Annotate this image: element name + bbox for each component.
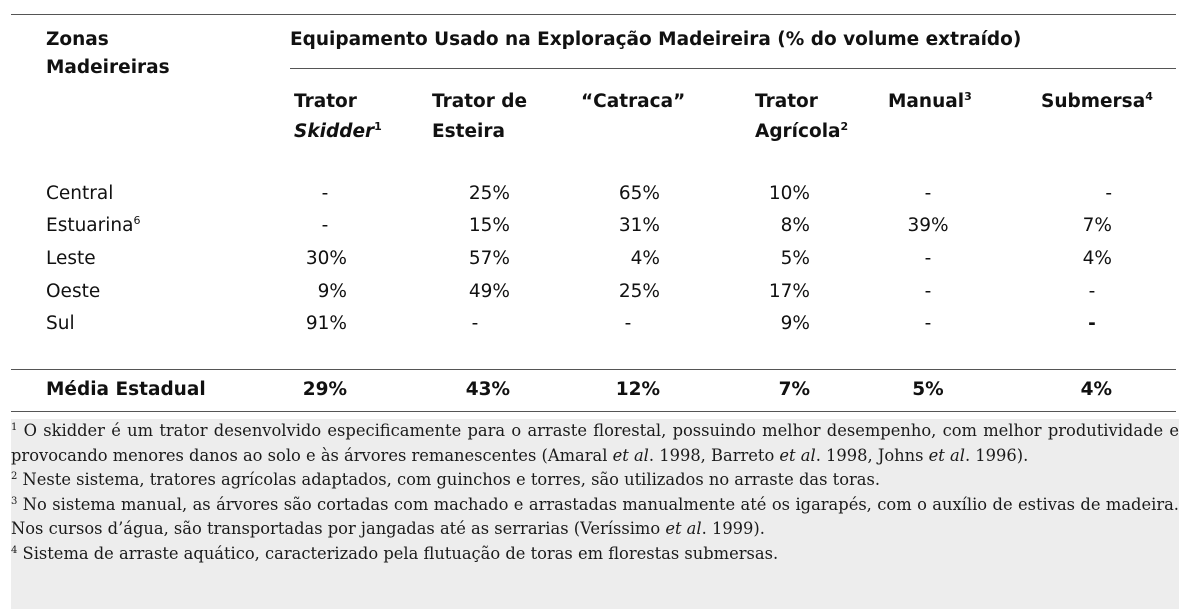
value-cell: 17%: [768, 281, 810, 302]
footnote-italic: et al: [928, 445, 965, 465]
col-header-line2: [294, 117, 382, 147]
zone-cell: Central: [46, 183, 114, 204]
value-cell: -: [924, 313, 932, 334]
value-cell: 25%: [618, 281, 660, 302]
value-cell: -: [924, 248, 932, 269]
value-cell: 31%: [618, 215, 660, 236]
value-cell: -: [1088, 313, 1096, 334]
header-group-rule: [290, 68, 1176, 69]
col-header-line1: Trator de: [432, 91, 528, 112]
col-header-italic: Skidder: [294, 121, 375, 142]
value-cell: -: [1088, 281, 1096, 302]
value-cell: -: [924, 183, 932, 204]
value-cell: 65%: [618, 183, 660, 204]
col-header-trator-agricola: [755, 87, 848, 147]
footnote-number: 4: [11, 544, 18, 556]
footnote-marker: 4: [1145, 90, 1153, 103]
footnote-4: [11, 542, 1179, 567]
value-cell: -: [1105, 183, 1112, 204]
footnote-3: [11, 493, 1179, 542]
footnote-marker: 3: [964, 90, 972, 103]
value-cell: 25%: [468, 183, 510, 204]
value-cell: 30%: [305, 248, 347, 269]
zone-header: [46, 26, 170, 82]
value-cell: -: [924, 281, 932, 302]
value-cell: 5%: [780, 248, 810, 269]
zone-text: Estuarina: [46, 215, 134, 236]
col-header-line1: Trator: [755, 91, 818, 112]
col-header-submersa: [1041, 87, 1153, 117]
col-header-catraca: [581, 87, 685, 117]
zone-cell: Sul: [46, 313, 75, 334]
summary-value: 12%: [615, 379, 660, 400]
col-header-trator-esteira: [432, 87, 527, 147]
footnote-1: [11, 419, 1179, 468]
summary-value: 29%: [302, 379, 347, 400]
footnote-italic: et al: [779, 445, 816, 465]
footnote-marker: 6: [133, 214, 141, 227]
footnote-marker: 1: [374, 120, 382, 133]
col-header-line1: [888, 87, 972, 117]
footnote-marker: 2: [840, 120, 849, 133]
value-cell: 9%: [317, 281, 347, 302]
table-top-rule: [11, 14, 1176, 15]
footnote-text: No sistema manual, as árvores são cortadas com machado e arrastadas manualmente até os igarapés, com o auxílio de estivas de madeira. Nos cursos d’água, são transportadas por jangadas até as serrarias (Veríssimo: [11, 494, 1179, 538]
footnote-text: . 1998, Barreto: [648, 445, 780, 465]
footnote-text: . 1998, Johns: [815, 445, 929, 465]
value-cell: -: [321, 215, 329, 236]
zone-cell: Oeste: [46, 281, 101, 302]
summary-value: 43%: [465, 379, 510, 400]
value-cell: -: [471, 313, 479, 334]
value-cell: 49%: [468, 281, 510, 302]
summary-top-rule: [11, 369, 1176, 370]
value-cell: 57%: [468, 248, 510, 269]
footnote-number: 1: [11, 422, 18, 433]
value-cell: 15%: [468, 215, 510, 236]
summary-label: Média Estadual: [46, 379, 206, 400]
footnote-text: O skidder é um trator desenvolvido especificamente para o arraste florestal, possuindo melhor desempenho, com melhor produtividade e provocando menores danos ao solo e às árvores remanescentes (Amaral: [11, 421, 1179, 465]
value-cell: 7%: [1082, 215, 1112, 236]
zone-cell: [46, 212, 140, 239]
zone-cell: Leste: [46, 248, 96, 269]
col-header-line2: Esteira: [432, 121, 505, 142]
summary-value: 4%: [1080, 379, 1112, 400]
footnote-text: Neste sistema, tratores agrícolas adaptados, com guinchos e torres, são utilizados no arraste das toras.: [17, 470, 881, 489]
col-header-line1: [1041, 87, 1153, 117]
value-cell: 9%: [780, 313, 810, 334]
footnote-italic: et al: [612, 445, 649, 465]
footnote-text: Sistema de arraste aquático, caracterizado pela flutuação de toras em florestas submersas.: [17, 543, 779, 563]
col-header-line1: “Catraca”: [581, 91, 686, 112]
footnote-number: 2: [11, 471, 18, 482]
value-cell: 39%: [907, 215, 949, 236]
value-cell: -: [321, 183, 329, 204]
col-header-manual: [888, 87, 972, 117]
footnote-number: 3: [11, 495, 18, 507]
value-cell: 91%: [305, 313, 347, 334]
summary-value: 7%: [778, 379, 810, 400]
table-bottom-rule: [11, 411, 1176, 412]
footnotes: [11, 419, 1179, 609]
footnote-text: . 1996).: [964, 445, 1029, 465]
footnote-text: . 1999).: [701, 519, 765, 538]
group-title: Equipamento Usado na Exploração Madeireira (% do volume extraído): [290, 29, 1022, 50]
summary-value: 5%: [912, 379, 944, 400]
col-header-text: Agrícola: [755, 121, 841, 142]
footnote-2: [11, 468, 1179, 493]
col-header-line2: [755, 117, 848, 147]
zone-header-line1: Zonas: [46, 29, 109, 50]
value-cell: 4%: [1082, 248, 1112, 269]
value-cell: 8%: [780, 215, 810, 236]
col-header-line1: Trator: [294, 91, 357, 112]
value-cell: 10%: [768, 183, 810, 204]
col-header-trator-skidder: [294, 87, 382, 147]
value-cell: 4%: [630, 248, 660, 269]
zone-header-line2: Madeireiras: [46, 57, 170, 78]
footnote-italic: et al: [665, 519, 702, 538]
col-header-text: Submersa: [1041, 91, 1146, 112]
col-header-text: Manual: [888, 91, 965, 112]
value-cell: -: [624, 313, 632, 334]
